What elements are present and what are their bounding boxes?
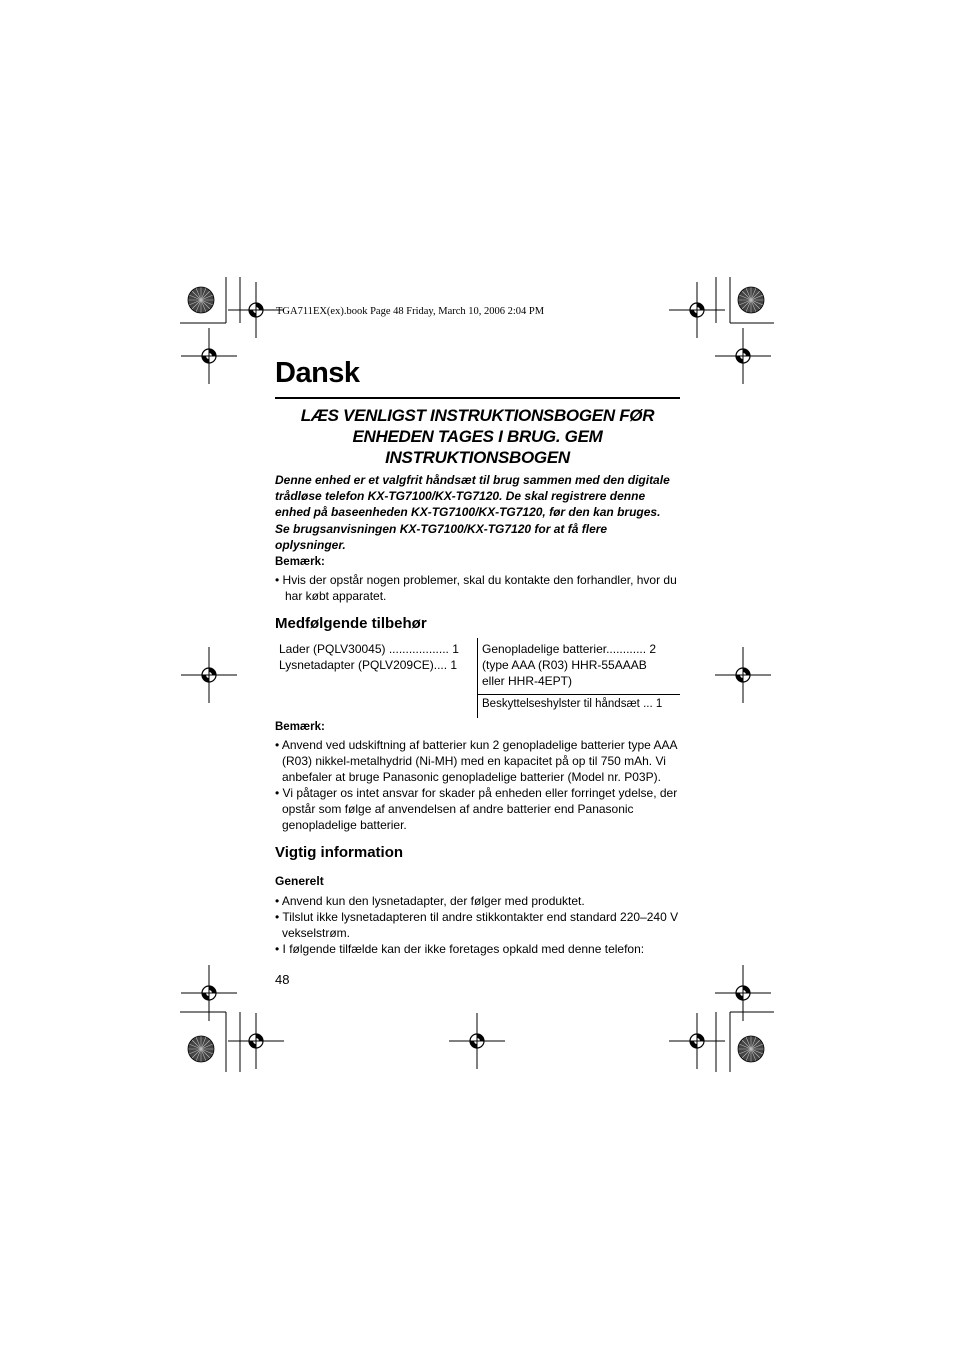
accessory-item: Genopladelige batterier............ 2 — [482, 642, 657, 656]
page-title: Dansk — [275, 357, 360, 389]
note-label: Bemærk: — [275, 556, 325, 568]
print-header-line: TGA711EX(ex).book Page 48 Friday, March 10, 2006 2:04 PM — [276, 306, 545, 317]
warning-line: INSTRUKTIONSBOGEN — [385, 448, 570, 467]
note-bullet: • Hvis der opstår nogen problemer, skal du kontakte den forhandler, hvor du har købt apparatet. — [275, 573, 677, 603]
intro-line: trådløse telefon KX-TG7100/KX-TG7120. De skal registrere denne — [275, 489, 646, 504]
note-bullet: • Vi påtager os intet ansvar for skader på enheden eller forringet ydelse, der opstår som følge af anvendelsen af andre batterier end Panasonic genopladelige batterier. — [275, 786, 678, 832]
accessory-item-detail: eller HHR-4EPT) — [482, 674, 573, 688]
section-heading-accessories: Medfølgende tilbehør — [275, 615, 427, 632]
info-bullet: • Tilslut ikke lysnetadapteren til andre stikkontakter end standard 220–240 V vekselstrøm. — [275, 910, 679, 940]
intro-line: Denne enhed er et valgfrit håndsæt til brug sammen med den digitale — [275, 473, 670, 487]
note-bullet: • Anvend ved udskiftning af batterier kun 2 genopladelige batterier type AAA (R03) nikkel-metalhydrid (Ni-MH) med en kapacitet på op til 750 mAh. Vi anbefaler at bruge Panasonic genopladelige batterier (Model nr. P03P). — [275, 738, 678, 784]
intro-line: Se brugsanvisningen KX-TG7100/KX-TG7120 for at få flere — [275, 521, 608, 536]
subheading-general: Generelt — [275, 874, 324, 888]
info-bullet: • I følgende tilfælde kan der ikke foretages opkald med denne telefon: — [275, 942, 645, 956]
accessory-item: Lysnetadapter (PQLV209CE).... 1 — [279, 658, 458, 672]
intro-line: oplysninger. — [275, 537, 346, 552]
warning-line: LÆS VENLIGST INSTRUKTIONSBOGEN FØR — [300, 406, 655, 425]
section-heading-important: Vigtig information — [275, 844, 404, 861]
warning-heading — [275, 405, 680, 468]
title-rule — [275, 397, 680, 399]
intro-paragraph — [275, 472, 685, 553]
accessory-item-detail: (type AAA (R03) HHR-55AAAB — [482, 658, 647, 672]
page-number: 48 — [275, 972, 290, 987]
info-bullet: • Anvend kun den lysnetadapter, der følger med produktet. — [275, 894, 585, 908]
table-divider — [477, 694, 680, 695]
intro-line: enhed på baseenheden KX-TG7100/KX-TG7120, før den kan bruges. — [275, 505, 661, 520]
accessories-table — [275, 638, 680, 718]
accessory-item: Lader (PQLV30045) .................. 1 — [279, 642, 459, 656]
table-divider — [477, 638, 478, 718]
warning-line: ENHEDEN TAGES I BRUG. GEM — [352, 427, 603, 446]
accessory-item: Beskyttelseshylster til håndsæt ... 1 — [482, 698, 663, 710]
note-label: Bemærk: — [275, 721, 325, 733]
